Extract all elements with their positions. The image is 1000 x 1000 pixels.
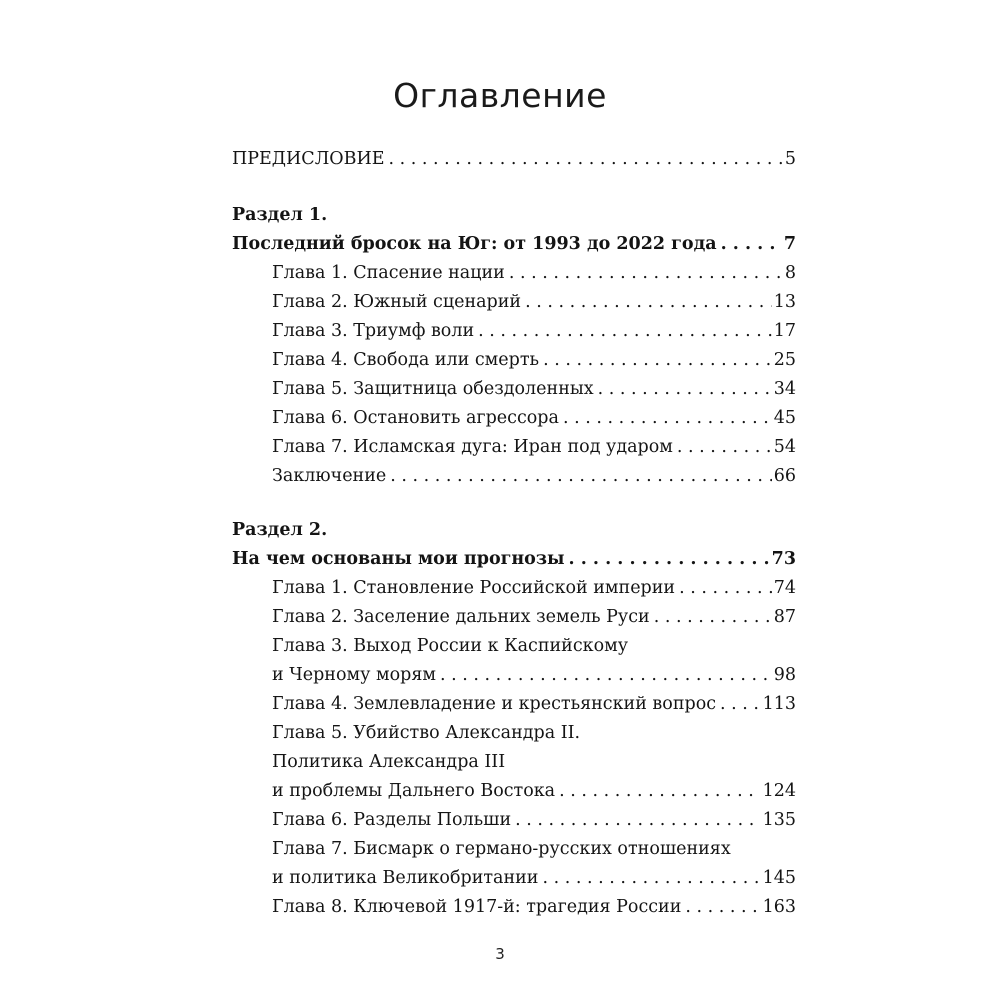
toc-entry-page: 73 (771, 549, 796, 569)
toc-entry[interactable] (232, 806, 796, 835)
toc-entry-section-heading[interactable] (232, 230, 796, 259)
toc-entry[interactable] (232, 317, 796, 346)
toc-entry[interactable] (232, 462, 796, 491)
dot-leader (677, 574, 772, 603)
dot-leader (513, 806, 760, 835)
toc-entry-page: 13 (773, 292, 796, 312)
dot-leader (561, 404, 772, 433)
toc-entry-label: Глава 5. Защитница обездоленных (272, 379, 594, 399)
toc-entry-label: Глава 7. Бисмарк о германо-русских отношениях (272, 839, 731, 859)
toc-entry-page: 5 (784, 149, 796, 169)
toc-entry-section-heading[interactable] (232, 545, 796, 574)
toc-entry-page: 34 (773, 379, 796, 399)
toc-entry-label: Глава 3. Выход России к Каспийскому (272, 636, 629, 656)
page-number: 3 (495, 945, 505, 963)
toc-entry[interactable] (232, 346, 796, 375)
dot-leader (541, 346, 772, 375)
toc-entry-page: 25 (773, 350, 796, 370)
toc-entry-label: Глава 1. Спасение нации (272, 263, 505, 283)
toc-entry[interactable] (232, 777, 796, 806)
toc-entry[interactable] (232, 864, 796, 893)
toc-entry[interactable] (232, 259, 796, 288)
toc-entry[interactable] (232, 404, 796, 433)
dot-leader (387, 145, 783, 174)
dot-leader (523, 288, 772, 317)
toc-entry-page: 8 (784, 263, 796, 283)
dot-leader (683, 893, 760, 922)
toc-entry-label: Глава 1. Становление Российской империи (272, 578, 676, 598)
dot-leader (596, 375, 772, 404)
toc-entry[interactable] (232, 288, 796, 317)
toc-entry-label: Глава 8. Ключевой 1917-й: трагедия России (272, 897, 682, 917)
toc-entry-label: Глава 4. Свобода или смерть (272, 350, 540, 370)
toc-entry-page: 87 (773, 607, 796, 627)
toc-entry-line[interactable] (232, 748, 796, 777)
toc-entry-label: Глава 6. Разделы Польши (272, 810, 512, 830)
toc-entry-page: 163 (762, 897, 796, 917)
dot-leader (675, 433, 772, 462)
dot-leader (507, 259, 783, 288)
toc-entry-page: 98 (773, 665, 796, 685)
toc-entry-label: и политика Великобритании (272, 868, 539, 888)
toc-entry-page: 7 (783, 234, 796, 254)
toc-entry-page: 113 (762, 694, 796, 714)
toc-entry-line[interactable] (232, 632, 796, 661)
toc-entry-line[interactable] (232, 719, 796, 748)
toc-entry-label: Глава 5. Убийство Александра II. (272, 723, 581, 743)
toc-entry-page: 17 (773, 321, 796, 341)
section-label: Раздел 2. (232, 520, 328, 540)
toc-entry-line[interactable] (232, 835, 796, 864)
toc-entry-label: Последний бросок на Юг: от 1993 до 2022 года (232, 234, 717, 254)
toc-entry-label: и Черному морям (272, 665, 436, 685)
toc-entry-label: Глава 4. Землевладение и крестьянский вопрос (272, 694, 717, 714)
dot-leader (718, 690, 761, 719)
dot-leader (540, 864, 760, 893)
toc-entry[interactable] (232, 433, 796, 462)
dot-leader (719, 230, 782, 259)
toc-entry-page: 145 (762, 868, 796, 888)
table-of-contents (232, 145, 796, 922)
toc-entry-label: На чем основаны мои прогнозы (232, 549, 565, 569)
toc-entry-label: Глава 7. Исламская дуга: Иран под ударом (272, 437, 673, 457)
toc-entry[interactable] (232, 893, 796, 922)
toc-entry-page: 124 (762, 781, 796, 801)
dot-leader (567, 545, 770, 574)
toc-entry[interactable] (232, 690, 796, 719)
toc-entry-page: 66 (773, 466, 796, 486)
toc-entry-label: Глава 2. Южный сценарий (272, 292, 522, 312)
dot-leader (438, 661, 772, 690)
toc-entry-label: Политика Александра III (272, 752, 506, 772)
section-label: Раздел 1. (232, 205, 328, 225)
toc-entry-label: ПРЕДИСЛОВИЕ (232, 149, 385, 169)
toc-entry-page: 45 (773, 408, 796, 428)
dot-leader (652, 603, 772, 632)
dot-leader (388, 462, 771, 491)
toc-entry-label: Заключение (272, 466, 387, 486)
page-title: Оглавление (393, 76, 607, 115)
toc-entry-label: Глава 3. Триумф воли (272, 321, 475, 341)
toc-entry[interactable] (232, 661, 796, 690)
toc-entry-preface[interactable] (232, 145, 796, 174)
dot-leader (557, 777, 760, 806)
toc-entry-page: 74 (773, 578, 796, 598)
toc-entry[interactable] (232, 574, 796, 603)
toc-entry-page: 54 (773, 437, 796, 457)
dot-leader (476, 317, 772, 346)
toc-entry-label: Глава 2. Заселение дальних земель Руси (272, 607, 650, 627)
toc-entry-page: 135 (762, 810, 796, 830)
toc-entry[interactable] (232, 603, 796, 632)
toc-entry-label: и проблемы Дальнего Востока (272, 781, 556, 801)
toc-entry[interactable] (232, 375, 796, 404)
toc-entry-label: Глава 6. Остановить агрессора (272, 408, 559, 428)
